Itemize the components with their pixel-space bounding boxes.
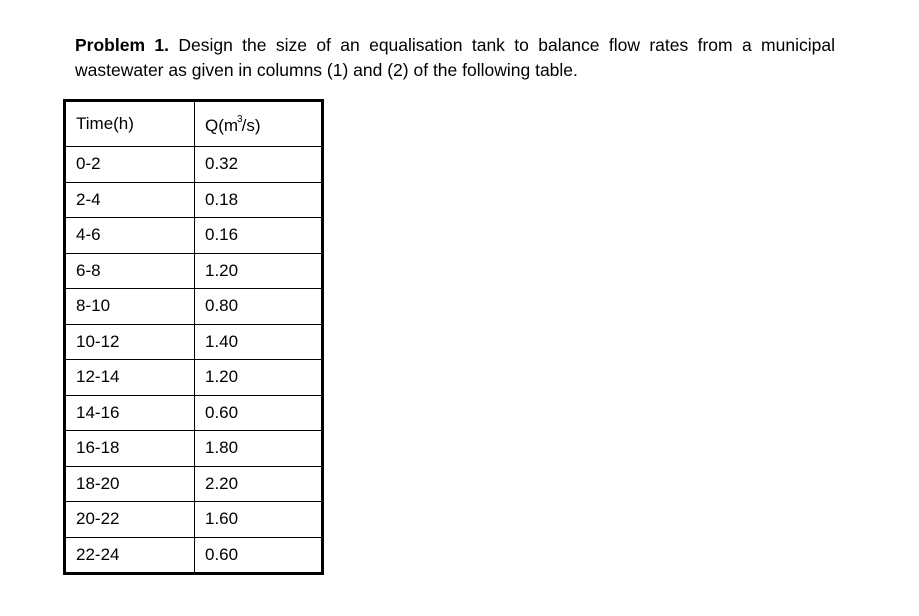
table-row [65, 537, 323, 574]
cell-time: 14-16 [65, 395, 195, 431]
header-q-prefix: Q(m [205, 116, 239, 135]
cell-time: 4-6 [65, 218, 195, 254]
problem-line-1 [75, 33, 835, 58]
table-row [65, 218, 323, 254]
cell-flow-rate: 0.18 [195, 182, 323, 218]
header-q-exponent: 3 [237, 114, 243, 126]
table-row [65, 431, 323, 467]
cell-time: 22-24 [65, 537, 195, 574]
table-row [65, 502, 323, 538]
header-flow-rate [195, 101, 323, 147]
problem-statement [75, 33, 835, 83]
flow-rate-table [63, 99, 324, 575]
header-q-suffix: /s) [241, 116, 261, 135]
cell-flow-rate: 0.60 [195, 537, 323, 574]
cell-time: 18-20 [65, 466, 195, 502]
cell-flow-rate: 0.60 [195, 395, 323, 431]
cell-flow-rate: 1.80 [195, 431, 323, 467]
cell-time: 6-8 [65, 253, 195, 289]
table-row [65, 289, 323, 325]
cell-flow-rate: 0.80 [195, 289, 323, 325]
table-header-row [65, 101, 323, 147]
cell-time: 0-2 [65, 147, 195, 183]
cell-flow-rate: 1.40 [195, 324, 323, 360]
cell-flow-rate: 1.20 [195, 253, 323, 289]
table-row [65, 466, 323, 502]
cell-time: 2-4 [65, 182, 195, 218]
cell-flow-rate: 1.20 [195, 360, 323, 396]
cell-time: 12-14 [65, 360, 195, 396]
cell-flow-rate: 0.16 [195, 218, 323, 254]
problem-label: Problem 1. [75, 35, 169, 55]
cell-time: 10-12 [65, 324, 195, 360]
table-row [65, 147, 323, 183]
header-time: Time(h) [65, 101, 195, 147]
table-row [65, 395, 323, 431]
cell-flow-rate: 0.32 [195, 147, 323, 183]
table-row [65, 253, 323, 289]
problem-text-line-2: wastewater as given in columns (1) and (2) of the following table. [75, 60, 578, 80]
problem-text-line-1: Design the size of an equalisation tank to balance flow rates from a municipal [178, 35, 835, 55]
cell-flow-rate: 2.20 [195, 466, 323, 502]
table-row [65, 182, 323, 218]
table-row [65, 360, 323, 396]
cell-time: 16-18 [65, 431, 195, 467]
table-row [65, 324, 323, 360]
cell-flow-rate: 1.60 [195, 502, 323, 538]
cell-time: 8-10 [65, 289, 195, 325]
cell-time: 20-22 [65, 502, 195, 538]
